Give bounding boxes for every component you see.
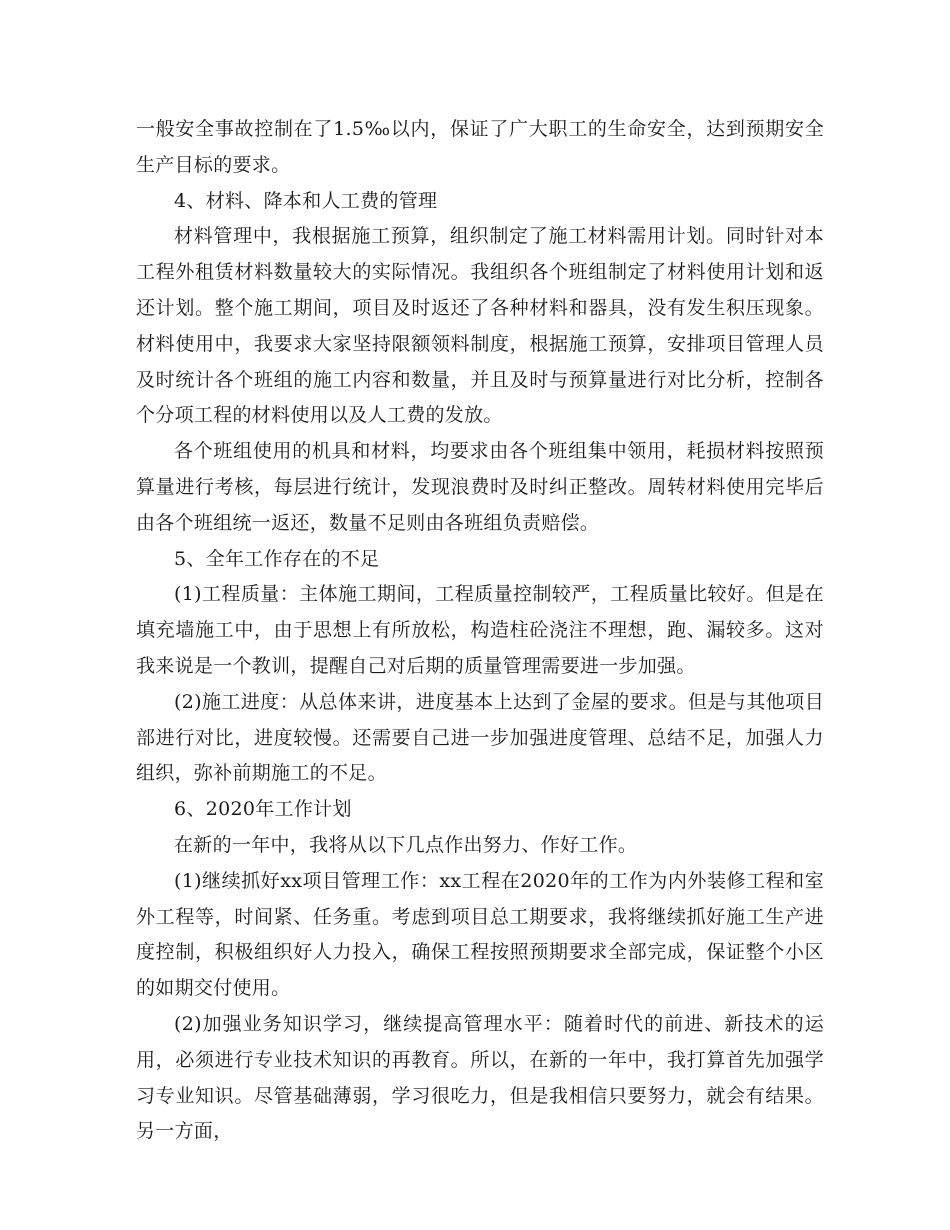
document-body [136, 112, 824, 1150]
paragraph-plan-2: (2)加强业务知识学习，继续提高管理水平：随着时代的前进、新技术的运用，必须进行专业技术知识的再教育。所以，在新的一年中，我打算首先加强学习专业知识。尽管基础薄弱，学习很吃力，但是我相信只要努力，就会有结果。另一方面， [136, 1012, 824, 1143]
paragraph-progress: (2)施工进度：从总体来讲，进度基本上达到了金屋的要求。但是与其他项目部进行对比，进度较慢。还需要自己进一步加强进度管理、总结不足，加强人力组织，弥补前期施工的不足。 [136, 690, 824, 785]
paragraph-plan-1: (1)继续抓好xx项目管理工作：xx工程在2020年的工作为内外装修工程和室外工程等，时间紧、任务重。考虑到项目总工期要求，我将继续抓好施工生产进度控制，积极组织好人力投入，确保工程按照预期要求全部完成，保证整个小区的如期交付使用。 [136, 869, 824, 1000]
paragraph-plan-intro: 在新的一年中，我将从以下几点作出努力、作好工作。 [174, 833, 638, 856]
paragraph-tools: 各个班组使用的机具和材料，均要求由各个班组集中领用，耗损材料按照预算量进行考核，每层进行统计，发现浪费时及时纠正整改。周转材料使用完毕后由各个班组统一返还，数量不足则由各班组负责赔偿。 [136, 440, 824, 534]
paragraph-quality: (1)工程质量：主体施工期间，工程质量控制较严，工程质量比较好。但是在填充墙施工中，由于思想上有所放松，构造柱砼浇注不理想，跑、漏较多。这对我来说是一个教训，提醒自己对后期的质量管理需要进一步加强。 [136, 583, 824, 677]
paragraph-1: 一般安全事故控制在了1.5‰以内，保证了广大职工的生命安全，达到预期安全生产目标的要求。 [136, 118, 824, 176]
section-heading-5: 5、全年工作存在的不足 [174, 547, 380, 570]
paragraph-materials: 材料管理中，我根据施工预算，组织制定了施工材料需用计划。同时针对本工程外租赁材料数量较大的实际情况。我组织各个班组制定了材料使用计划和返还计划。整个施工期间，项目及时返还了各种材料和器具，没有发生积压现象。材料使用中，我要求大家坚持限额领料制度，根据施工预算，安排项目管理人员及时统计各个班组的施工内容和数量，并且及时与预算量进行对比分析，控制各个分项工程的材料使用以及人工费的发放。 [136, 225, 824, 427]
section-heading-4: 4、材料、降本和人工费的管理 [174, 189, 438, 212]
section-heading-6: 6、2020年工作计划 [174, 798, 352, 821]
